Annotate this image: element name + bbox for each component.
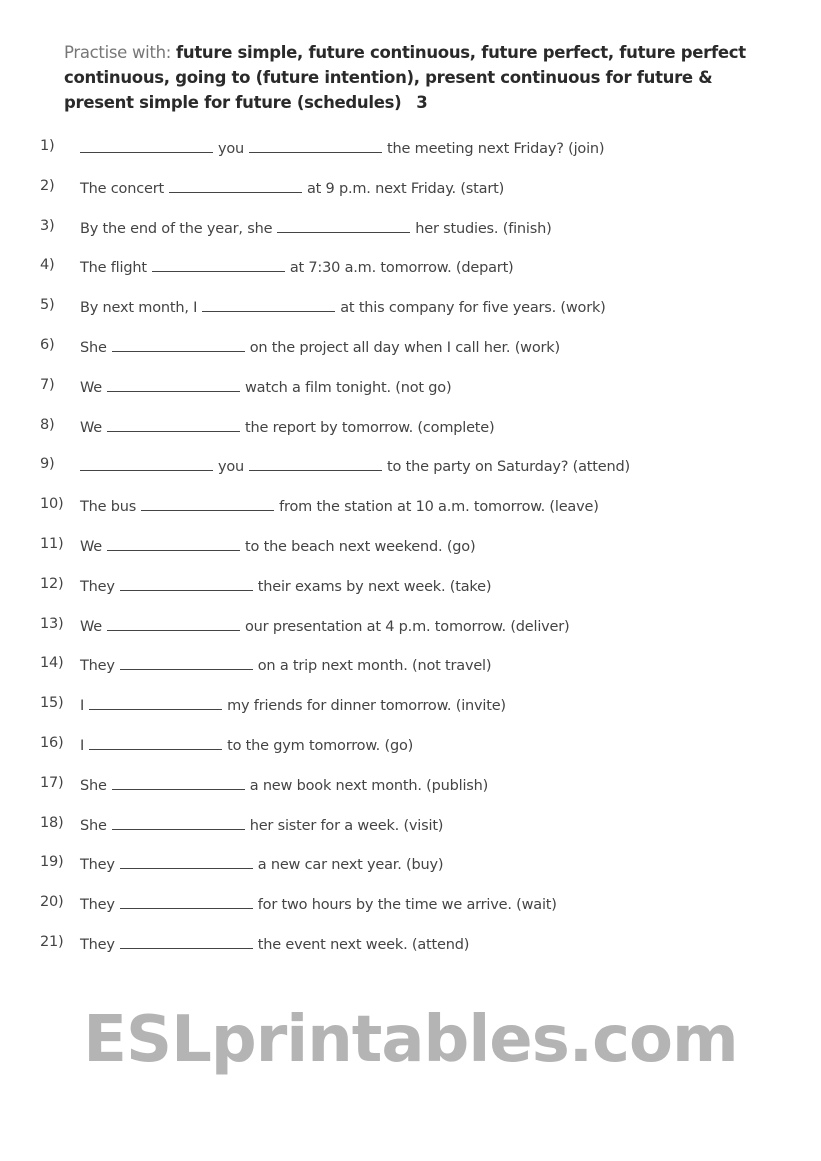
answer-blank[interactable] (112, 775, 245, 790)
sentence-fragment: They (80, 578, 115, 595)
answer-blank[interactable] (120, 894, 253, 909)
sentence-fragment: They (80, 658, 115, 675)
sentence-fragment: our presentation at 4 p.m. tomorrow. (deliver) (245, 618, 570, 635)
item-number: 20) (40, 894, 64, 911)
item-number: 7) (40, 376, 55, 393)
answer-blank[interactable] (107, 417, 240, 432)
item-number: 21) (40, 934, 64, 950)
watermark-logo: ESLprintables.com (83, 1003, 738, 1077)
sentence-fragment: you (218, 459, 245, 476)
sentence-fragment: my friends for dinner tomorrow. (invite) (227, 698, 506, 715)
sentence-fragment: for two hours by the time we arrive. (wait) (257, 897, 557, 914)
sentence-fragment: to the party on Saturday? (attend) (387, 459, 630, 476)
sentence-fragment: to the beach next weekend. (go) (245, 539, 476, 555)
sentence-fragment: their exams by next week. (take) (257, 578, 492, 595)
item-number: 18) (40, 814, 64, 831)
sentence-fragment: I (80, 698, 85, 715)
item-number: 4) (40, 257, 55, 274)
item-number: 11) (40, 536, 64, 552)
item-sentence (80, 775, 488, 794)
sentence-fragment: They (80, 857, 115, 874)
sentence-fragment: her studies. (finish) (415, 220, 552, 237)
sentence-fragment: She (80, 817, 107, 834)
item-number: 1) (40, 138, 55, 154)
answer-blank[interactable] (152, 257, 285, 272)
answer-blank[interactable] (202, 297, 335, 312)
answer-blank[interactable] (89, 695, 222, 710)
sentence-fragment: a new book next month. (publish) (249, 777, 489, 794)
sentence-fragment: the event next week. (attend) (257, 937, 470, 953)
sentence-fragment: We (80, 539, 103, 555)
worksheet-number: 3 (416, 93, 428, 112)
answer-blank[interactable] (80, 138, 213, 153)
sentence-fragment: her sister for a week. (visit) (249, 817, 444, 834)
item-sentence (80, 616, 570, 635)
sentence-fragment: They (80, 897, 115, 914)
sentence-fragment: at 7:30 a.m. tomorrow. (depart) (289, 260, 514, 277)
answer-blank[interactable] (249, 138, 382, 153)
sentence-fragment: the meeting next Friday? (join) (387, 141, 605, 157)
item-sentence (80, 218, 552, 237)
item-number: 8) (40, 416, 55, 433)
header-topics: future simple, future continuous, future perfect, future perfect continuous, going to (future intention), present continuous for future & present simple for future (schedules) (64, 43, 746, 112)
item-sentence (80, 377, 451, 396)
sentence-fragment: We (80, 419, 103, 436)
item-sentence (80, 178, 504, 197)
item-sentence (80, 297, 606, 316)
item-number: 13) (40, 615, 64, 632)
item-sentence (80, 854, 443, 873)
item-sentence (80, 536, 475, 555)
sentence-fragment: a new car next year. (buy) (257, 857, 444, 874)
item-number: 19) (40, 854, 64, 871)
item-sentence (75, 456, 630, 475)
item-number: 3) (40, 217, 55, 234)
answer-blank[interactable] (107, 616, 240, 631)
sentence-fragment: She (80, 777, 107, 794)
item-number: 10) (40, 496, 64, 513)
sentence-fragment: The flight (80, 260, 147, 277)
answer-blank[interactable] (89, 735, 222, 750)
item-sentence (75, 138, 604, 157)
item-number: 16) (40, 735, 64, 751)
sentence-fragment: on the project all day when I call her. (work) (249, 340, 560, 356)
sentence-fragment: We (80, 379, 103, 396)
sentence-fragment: They (80, 937, 115, 953)
sentence-fragment: watch a film tonight. (not go) (245, 379, 452, 396)
item-number: 6) (40, 337, 55, 353)
answer-blank[interactable] (120, 576, 253, 591)
item-sentence (80, 735, 413, 754)
sentence-fragment: at this company for five years. (work) (340, 300, 606, 317)
sentence-fragment: the report by tomorrow. (complete) (245, 419, 495, 436)
answer-blank[interactable] (120, 655, 253, 670)
item-sentence (80, 417, 494, 436)
answer-blank[interactable] (107, 377, 240, 392)
sentence-fragment: We (80, 618, 103, 635)
item-number: 15) (40, 695, 64, 712)
item-sentence (80, 337, 560, 356)
sentence-fragment: I (80, 738, 85, 754)
item-sentence (80, 257, 514, 276)
sentence-fragment: to the gym tomorrow. (go) (227, 738, 414, 754)
sentence-fragment: The bus (80, 499, 137, 516)
item-number: 12) (40, 575, 64, 592)
answer-blank[interactable] (112, 815, 245, 830)
item-sentence (80, 655, 491, 674)
item-number: 17) (40, 774, 64, 791)
sentence-fragment: The concert (80, 180, 164, 197)
item-sentence (80, 576, 491, 595)
answer-blank[interactable] (120, 854, 253, 869)
answer-blank[interactable] (141, 496, 274, 511)
item-sentence (80, 894, 557, 913)
answer-blank[interactable] (107, 536, 240, 551)
sentence-fragment: She (80, 340, 107, 356)
answer-blank[interactable] (112, 337, 245, 352)
item-sentence (80, 496, 599, 515)
sentence-fragment: at 9 p.m. next Friday. (start) (306, 180, 505, 197)
item-number: 2) (40, 177, 55, 194)
sentence-fragment: you (218, 141, 245, 157)
item-number: 14) (40, 655, 64, 672)
worksheet-header (64, 40, 784, 115)
sentence-fragment: By next month, I (80, 300, 198, 317)
answer-blank[interactable] (169, 178, 302, 193)
answer-blank[interactable] (120, 934, 253, 949)
sentence-fragment: from the station at 10 a.m. tomorrow. (leave) (279, 499, 599, 516)
answer-blank[interactable] (249, 456, 382, 471)
item-number: 5) (40, 297, 55, 314)
item-sentence (80, 815, 443, 834)
answer-blank[interactable] (277, 218, 410, 233)
header-lead: Practise with: (64, 43, 172, 62)
sentence-fragment: on a trip next month. (not travel) (257, 658, 492, 675)
item-sentence (80, 934, 469, 953)
sentence-fragment: By the end of the year, she (80, 220, 273, 237)
answer-blank[interactable] (80, 456, 213, 471)
item-number: 9) (40, 456, 55, 473)
item-sentence (80, 695, 506, 714)
